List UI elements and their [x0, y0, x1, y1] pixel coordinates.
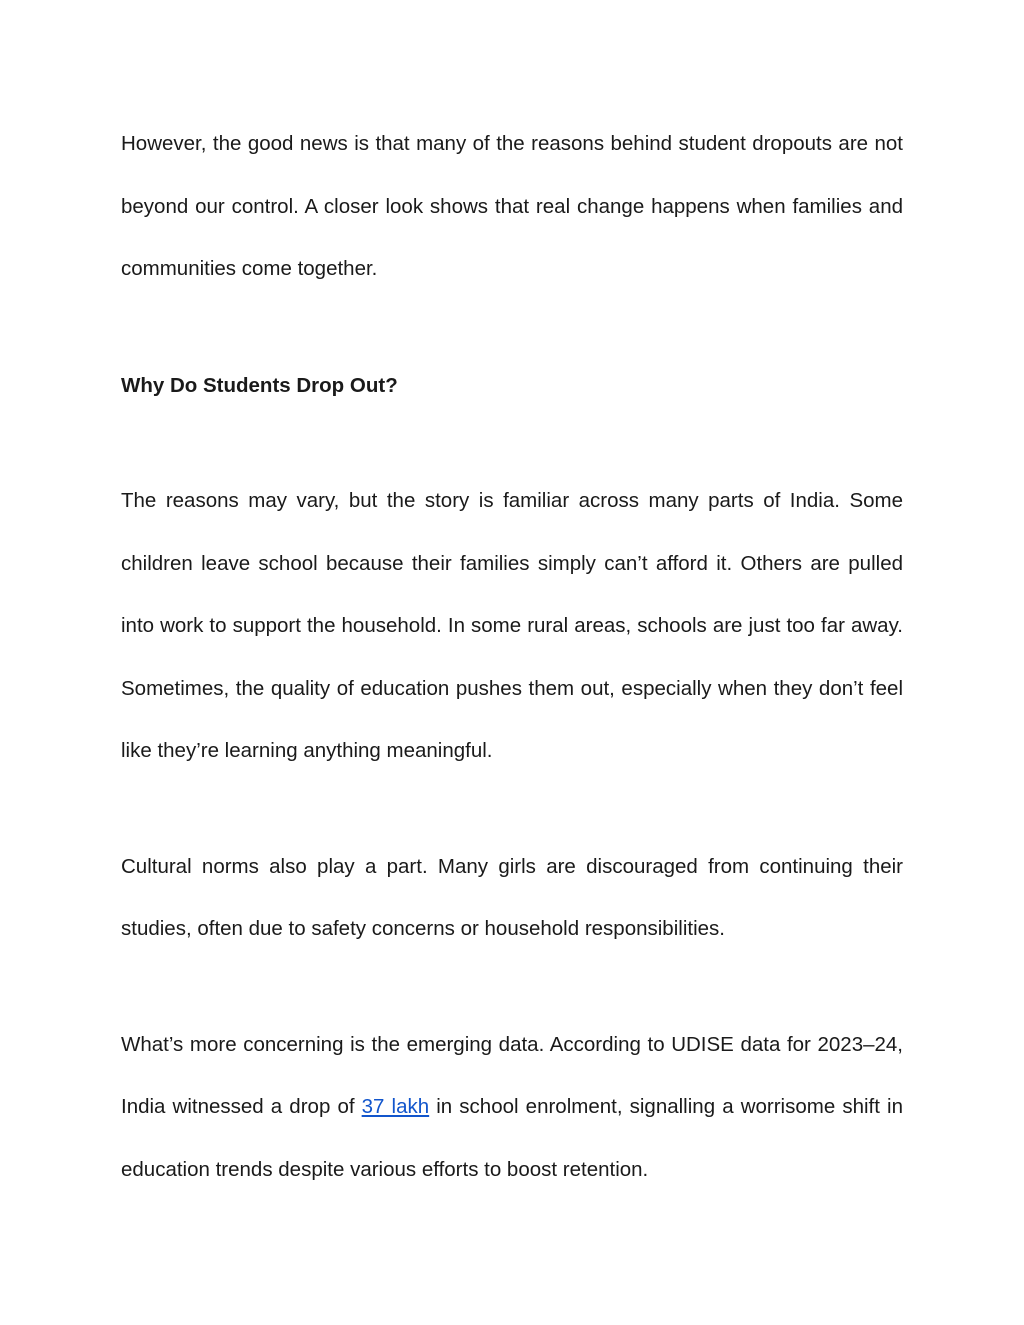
section-heading: Why Do Students Drop Out? — [121, 373, 398, 397]
paragraph-cultural-norms: Cultural norms also play a part. Many girls are discouraged from continuing their studies, often due to safety concerns or household responsibilities. — [121, 854, 903, 940]
paragraph-text-before-link: What’s more concerning is the emerging data. According to UDISE data for 2023–24, India witnessed a drop of — [121, 1032, 903, 1118]
paragraph-reasons: The reasons may vary, but the story is familiar across many parts of India. Some children leave school because their families simply can’t afford it. Others are pulled into work to support the household. In some rural areas, schools are just too far away. Sometimes, the quality of education pushes them out, especially when they don’t feel like they’re learning anything meaningful. — [121, 489, 903, 762]
paragraph-emerging-data — [121, 1014, 903, 1202]
enrolment-drop-link[interactable]: 37 lakh — [361, 1095, 430, 1118]
paragraph-text-after-link: in school enrolment, signalling a worrisome shift in education trends despite various efforts to boost retention. — [121, 1095, 903, 1181]
paragraph-intro: However, the good news is that many of the reasons behind student dropouts are not beyond our control. A closer look shows that real change happens when families and communities come together. — [121, 132, 903, 280]
document-page — [121, 113, 903, 1201]
